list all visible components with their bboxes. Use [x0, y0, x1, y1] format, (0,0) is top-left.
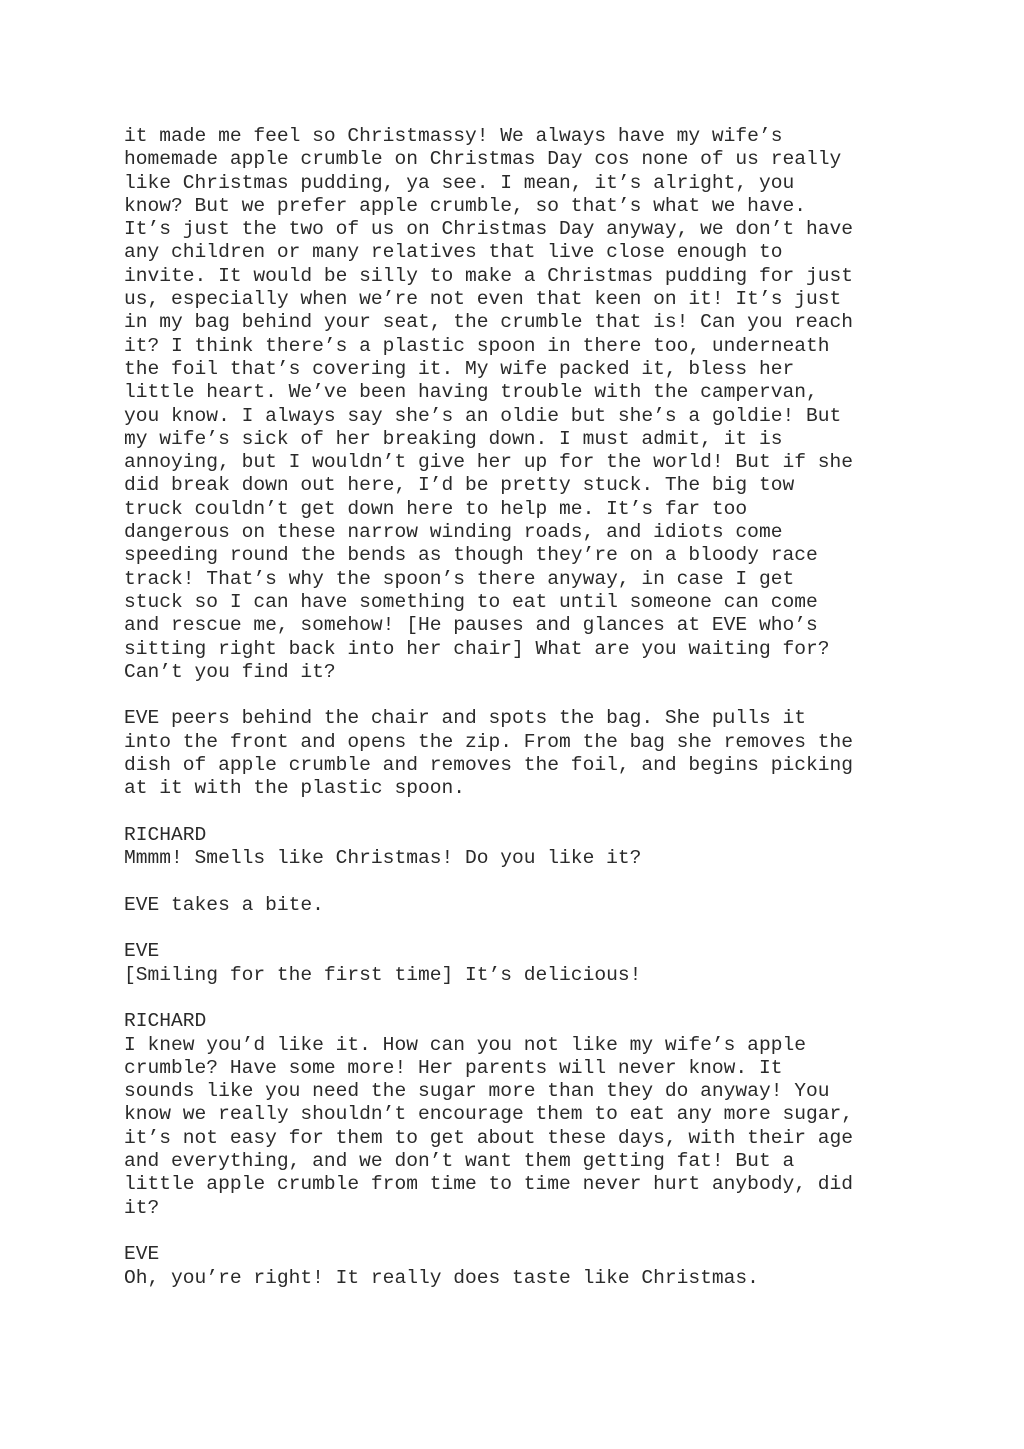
text-line: into the front and opens the zip. From the bag she removes the: [124, 730, 854, 753]
character-name: RICHARD: [124, 1010, 207, 1033]
text-line: like Christmas pudding, ya see. I mean, it’s alright, you: [124, 171, 795, 194]
text-line: know we really shouldn’t encourage them to eat any more sugar,: [124, 1103, 854, 1126]
text-line: it’s not easy for them to get about these days, with their age: [124, 1126, 854, 1149]
text-line: my wife’s sick of her breaking down. I must admit, it is: [124, 427, 783, 450]
text-line: you know. I always say she’s an oldie but she’s a goldie! But: [124, 404, 842, 427]
action-block: [124, 707, 914, 800]
text-line: annoying, but I wouldn’t give her up for the world! But if she: [124, 451, 854, 474]
text-line: did break down out here, I’d be pretty stuck. The big tow: [124, 474, 795, 497]
text-line: crumble? Have some more! Her parents will never know. It: [124, 1056, 783, 1079]
text-line: little apple crumble from time to time never hurt anybody, did: [124, 1173, 854, 1196]
text-line: the foil that’s covering it. My wife packed it, bless her: [124, 357, 795, 380]
text-line: [Smiling for the first time] It’s delicious!: [124, 963, 642, 986]
text-line: It’s just the two of us on Christmas Day anyway, we don’t have: [124, 218, 854, 241]
text-line: at it with the plastic spoon.: [124, 777, 465, 800]
text-line: Oh, you’re right! It really does taste like Christmas.: [124, 1266, 759, 1289]
text-line: in my bag behind your seat, the crumble that is! Can you reach: [124, 311, 854, 334]
text-line: any children or many relatives that live close enough to: [124, 241, 783, 264]
dialogue-block: [124, 125, 914, 684]
text-line: sounds like you need the sugar more than they do anyway! You: [124, 1080, 830, 1103]
text-line: little heart. We’ve been having trouble with the campervan,: [124, 381, 818, 404]
text-line: homemade apple crumble on Christmas Day cos none of us really: [124, 148, 842, 171]
text-line: and everything, and we don’t want them getting fat! But a: [124, 1150, 795, 1173]
text-line: track! That’s why the spoon’s there anyway, in case I get: [124, 567, 795, 590]
text-line: know? But we prefer apple crumble, so that’s what we have.: [124, 194, 806, 217]
text-line: it?: [124, 1196, 160, 1219]
text-line: dangerous on these narrow winding roads, and idiots come: [124, 521, 783, 544]
text-line: Can’t you find it?: [124, 660, 336, 683]
text-line: EVE peers behind the chair and spots the bag. She pulls it: [124, 707, 806, 730]
text-line: I knew you’d like it. How can you not like my wife’s apple: [124, 1033, 806, 1056]
text-line: dish of apple crumble and removes the foil, and begins picking: [124, 754, 854, 777]
dialogue-block: [124, 1010, 914, 1220]
text-line: EVE takes a bite.: [124, 893, 324, 916]
character-name: EVE: [124, 940, 160, 963]
character-name: EVE: [124, 1243, 160, 1266]
action-block: [124, 894, 914, 917]
text-line: it? I think there’s a plastic spoon in there too, underneath: [124, 334, 830, 357]
text-line: stuck so I can have something to eat until someone can come: [124, 590, 818, 613]
text-line: invite. It would be silly to make a Christmas pudding for just: [124, 264, 854, 287]
character-name: RICHARD: [124, 823, 207, 846]
dialogue-block: [124, 824, 914, 871]
script-page: [124, 125, 914, 1313]
text-line: truck couldn’t get down here to help me. It’s far too: [124, 497, 748, 520]
text-line: Mmmm! Smells like Christmas! Do you like it?: [124, 847, 642, 870]
text-line: us, especially when we’re not even that keen on it! It’s just: [124, 288, 842, 311]
text-line: it made me feel so Christmassy! We always have my wife’s: [124, 125, 783, 147]
text-line: sitting right back into her chair] What are you waiting for?: [124, 637, 830, 660]
text-line: and rescue me, somehow! [He pauses and glances at EVE who’s: [124, 614, 818, 637]
dialogue-block: [124, 940, 914, 987]
text-line: speeding round the bends as though they’re on a bloody race: [124, 544, 818, 567]
dialogue-block: [124, 1243, 914, 1290]
